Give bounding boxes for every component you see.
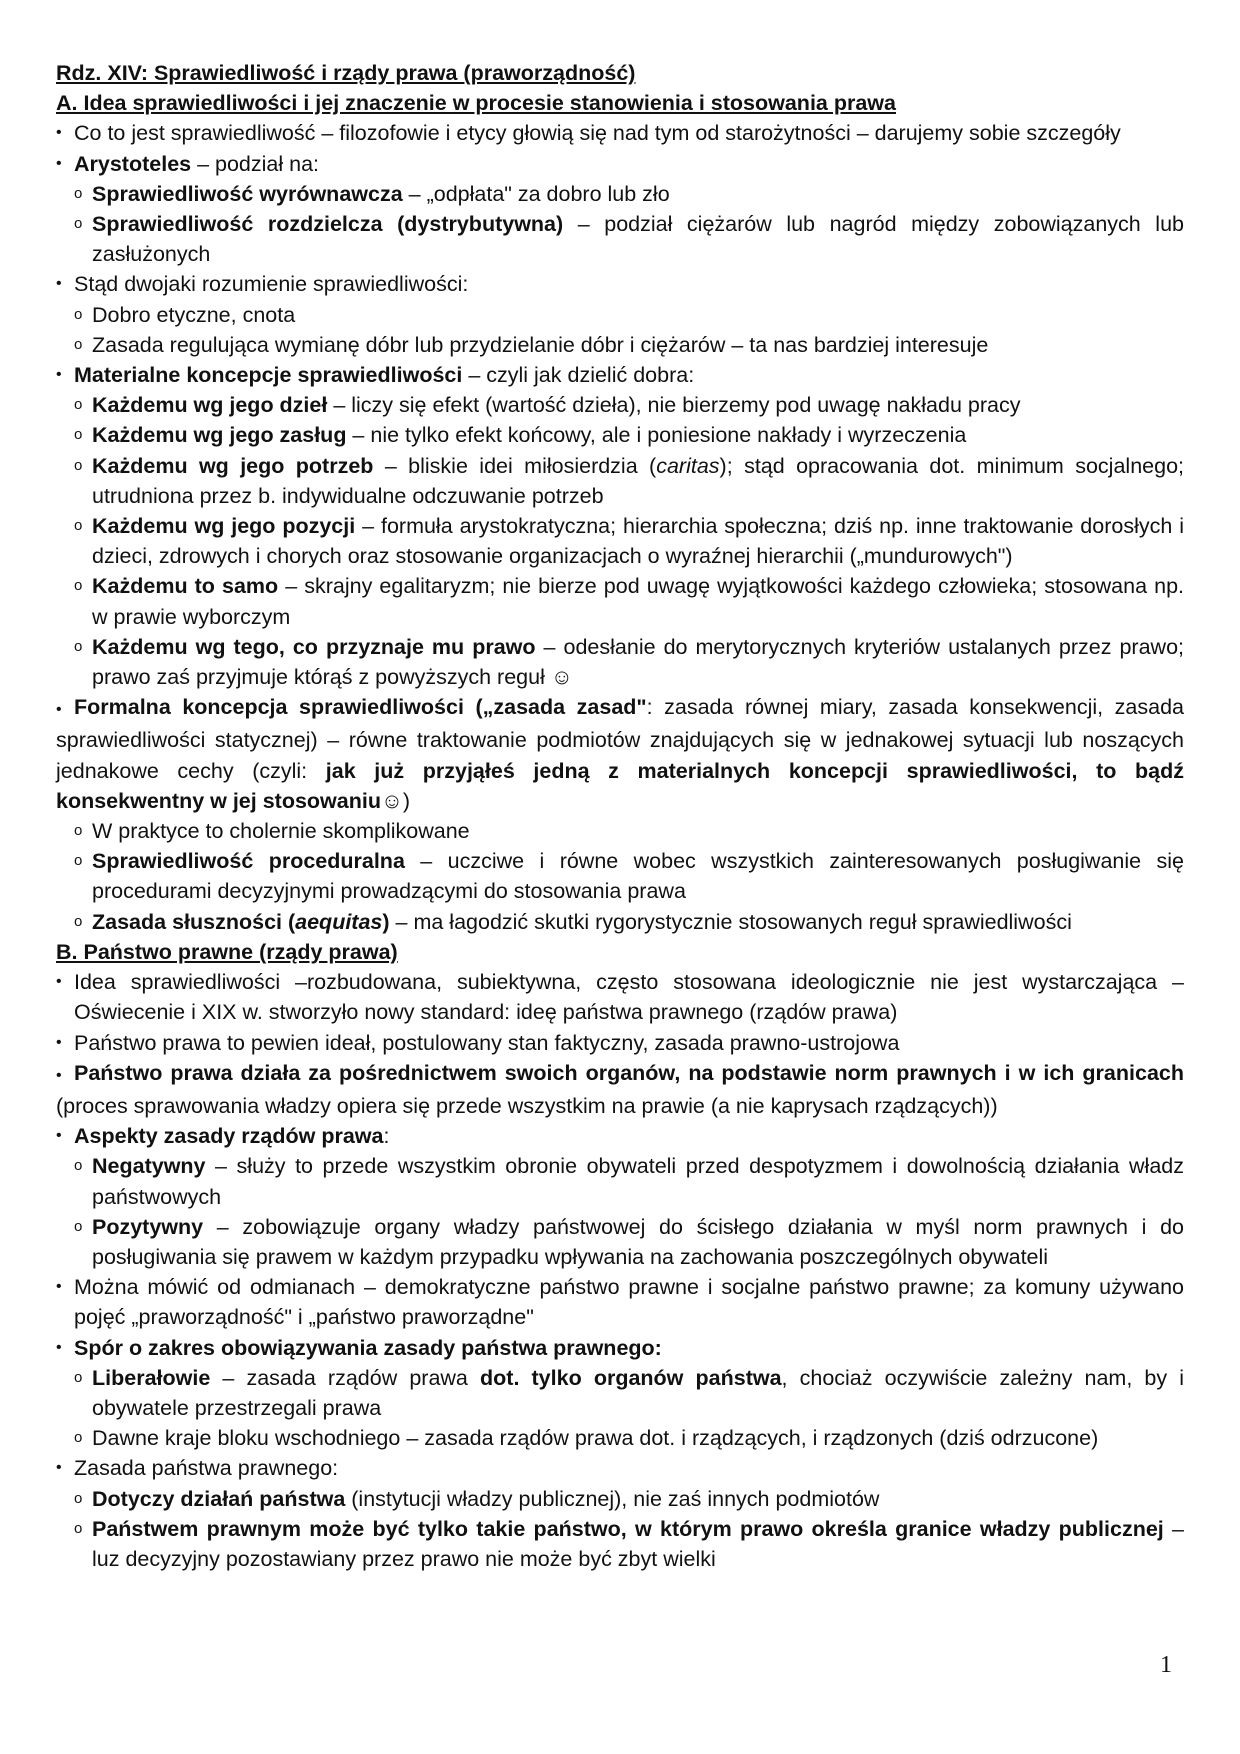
sub-list-item: o Sprawiedliwość proceduralna – uczciwe i równe wobec wszystkich zainteresowanych posługiwanie się procedurami decyzyjnymi prowadzącymi do stosowania prawa	[56, 846, 1184, 906]
bullet-icon: •	[56, 701, 62, 719]
circle-bullet-icon: o	[74, 1519, 83, 1537]
sub-list-item: o Dawne kraje bloku wschodniego – zasada rządów prawa dot. i rządzących, i rządzonych (dziś odrzucone)	[56, 1423, 1184, 1453]
sub-list-item: o Liberałowie – zasada rządów prawa dot. tylko organów państwa, chociaż oczywiście zależny nam, by i obywatele przestrzegali prawa	[56, 1363, 1184, 1423]
list-item: • Państwo prawa to pewien ideał, postulowany stan faktyczny, zasada prawno-ustrojowa	[56, 1028, 1184, 1058]
list-item: • Zasada państwa prawnego:	[56, 1453, 1184, 1483]
sub-list-item: o W praktyce to cholernie skomplikowane	[56, 816, 1184, 846]
section-b-heading: B. Państwo prawne (rządy prawa)	[56, 939, 398, 964]
circle-bullet-icon: o	[74, 822, 83, 840]
bullet-icon: •	[56, 1033, 62, 1051]
sub-list-item: o Każdemu wg jego potrzeb – bliskie idei miłosierdzia (caritas); stąd opracowania dot. minimum socjalnego; utrudniona przez b. indywidualne odczuwanie potrzeb	[56, 451, 1184, 511]
sub-list-item: o Pozytywny – zobowiązuje organy władzy państwowej do ścisłego działania w myśl norm prawnych i do posługiwania się prawem w każdym przypadku wpływania na zachowania poszczególnych obywateli	[56, 1212, 1184, 1272]
sub-list-item: o Każdemu wg tego, co przyznaje mu prawo – odesłanie do merytorycznych kryteriów ustalanych przez prawo; prawo zaś przyjmuje którąś z powyższych reguł ☺	[56, 632, 1184, 692]
list-item: • Idea sprawiedliwości –rozbudowana, subiektywna, często stosowana ideologicznie nie jest wystarczająca – Oświecenie i XIX w. stworzyło nowy standard: ideę państwa prawnego (rządów prawa)	[56, 967, 1184, 1027]
sub-list-item: o Zasada regulująca wymianę dóbr lub przydzielanie dóbr i ciężarów – ta nas bardziej interesuje	[56, 330, 1184, 360]
circle-bullet-icon: o	[74, 1217, 83, 1235]
sub-list-item: o Każdemu wg jego dzieł – liczy się efekt (wartość dzieła), nie bierzemy pod uwagę nakładu pracy	[56, 390, 1184, 420]
circle-bullet-icon: o	[74, 1157, 83, 1175]
sub-list-item: o Każdemu to samo – skrajny egalitaryzm; nie bierze pod uwagę wyjątkowości każdego człowieka; stosowana np. w prawie wyborczym	[56, 571, 1184, 631]
sub-list-item: o Każdemu wg jego zasług – nie tylko efekt końcowy, ale i poniesione nakłady i wyrzeczenia	[56, 420, 1184, 450]
list-item: • Stąd dwojaki rozumienie sprawiedliwości:	[56, 269, 1184, 299]
page-number: 1	[1160, 1652, 1172, 1678]
bullet-icon: •	[56, 124, 62, 142]
bullet-icon: •	[56, 973, 62, 991]
bullet-icon: •	[56, 275, 62, 293]
section-a-heading: A. Idea sprawiedliwości i jej znaczenie w procesie stanowienia i stosowania prawa	[56, 91, 896, 116]
circle-bullet-icon: o	[74, 1429, 83, 1447]
bullet-icon: •	[56, 1278, 62, 1296]
circle-bullet-icon: o	[74, 305, 83, 323]
bullet-icon: •	[56, 154, 62, 172]
sub-list-item: o Sprawiedliwość rozdzielcza (dystrybutywna) – podział ciężarów lub nagród między zobowiązanych lub zasłużonych	[56, 209, 1184, 269]
circle-bullet-icon: o	[74, 426, 83, 444]
bullet-icon: •	[56, 1338, 62, 1356]
circle-bullet-icon: o	[74, 577, 83, 595]
sub-list-item: o Dotyczy działań państwa (instytucji władzy publicznej), nie zaś innych podmiotów	[56, 1484, 1184, 1514]
circle-bullet-icon: o	[74, 637, 83, 655]
list-item: • Co to jest sprawiedliwość – filozofowie i etycy głowią się nad tym od starożytności – darujemy sobie szczegóły	[56, 118, 1184, 148]
list-item: • Formalna koncepcja sprawiedliwości („zasada zasad": zasada równej miary, zasada konsekwencji, zasada sprawiedliwości statycznej) – równe traktowanie podmiotów znajdujących się w jednakowej sytuacji lub noszących jednakowe cechy (czyli: jak już przyjąłeś jedną z materialnych koncepcji sprawiedliwości, to bądź konsekwentny w jej stosowaniu☺)	[56, 695, 1184, 813]
bullet-icon: •	[56, 1066, 62, 1084]
list-item: • Można mówić od odmianach – demokratyczne państwo prawne i socjalne państwo prawne; za komuny używano pojęć „praworządność" i „państwo praworządne"	[56, 1272, 1184, 1332]
sub-list-item: o Zasada słuszności (aequitas) – ma łagodzić skutki rygorystycznie stosowanych reguł sprawiedliwości	[56, 907, 1184, 937]
circle-bullet-icon: o	[74, 335, 83, 353]
list-item: • Spór o zakres obowiązywania zasady państwa prawnego:	[56, 1333, 1184, 1363]
circle-bullet-icon: o	[74, 517, 83, 535]
circle-bullet-icon: o	[74, 1489, 83, 1507]
list-item: • Materialne koncepcje sprawiedliwości – czyli jak dzielić dobra:	[56, 360, 1184, 390]
circle-bullet-icon: o	[74, 456, 83, 474]
sub-list-item: o Negatywny – służy to przede wszystkim obronie obywateli przed despotyzmem i dowolnością działania władz państwowych	[56, 1151, 1184, 1211]
circle-bullet-icon: o	[74, 1368, 83, 1386]
list-item: • Arystoteles – podział na:	[56, 149, 1184, 179]
bullet-icon: •	[56, 366, 62, 384]
circle-bullet-icon: o	[74, 184, 83, 202]
sub-list-item: o Państwem prawnym może być tylko takie państwo, w którym prawo określa granice władzy publicznej – luz decyzyjny pozostawiany przez prawo nie może być zbyt wielki	[56, 1514, 1184, 1574]
bullet-icon: •	[56, 1127, 62, 1145]
sub-list-item: o Sprawiedliwość wyrównawcza – „odpłata" za dobro lub zło	[56, 179, 1184, 209]
circle-bullet-icon: o	[74, 912, 83, 930]
circle-bullet-icon: o	[74, 396, 83, 414]
list-item: • Państwo prawa działa za pośrednictwem swoich organów, na podstawie norm prawnych i w ich granicach (proces sprawowania władzy opiera się przede wszystkim na prawie (a nie kaprysach rządzących))	[56, 1060, 1184, 1118]
sub-list-item: o Każdemu wg jego pozycji – formuła arystokratyczna; hierarchia społeczna; dziś np. inne traktowanie dorosłych i dzieci, zdrowych i chorych oraz stosowanie organizacjach o wyraźnej hierarchii („mundurowych")	[56, 511, 1184, 571]
bullet-icon: •	[56, 1459, 62, 1477]
circle-bullet-icon: o	[74, 852, 83, 870]
sub-list-item: o Dobro etyczne, cnota	[56, 300, 1184, 330]
document-page	[56, 58, 1184, 1574]
list-item: • Aspekty zasady rządów prawa:	[56, 1121, 1184, 1151]
chapter-title: Rdz. XIV: Sprawiedliwość i rządy prawa (praworządność)	[56, 61, 636, 85]
circle-bullet-icon: o	[74, 215, 83, 233]
